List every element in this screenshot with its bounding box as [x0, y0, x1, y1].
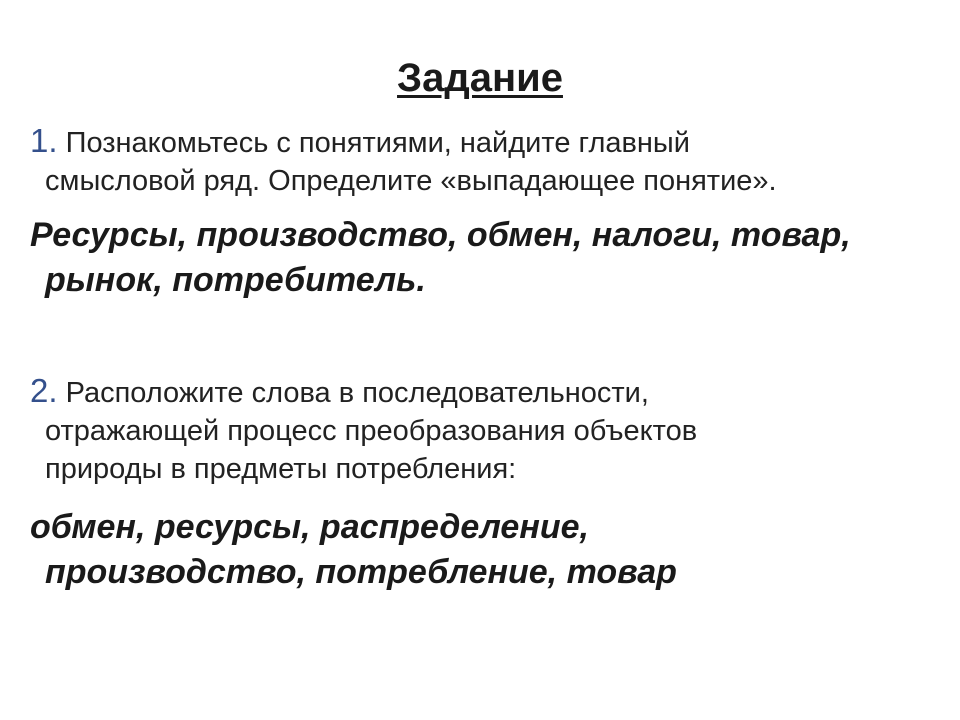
slide-title: Задание [397, 56, 563, 100]
task-2 [30, 372, 930, 488]
task-1-number: 1. [30, 122, 58, 159]
task-1-text-line-2: смысловой ряд. Определите «выпадающее понятие». [45, 165, 777, 197]
task-1-word-list-line-1: Ресурсы, производство, обмен, налоги, товар, [30, 216, 851, 254]
task-2-word-list [30, 505, 930, 595]
task-2-text-line-2: отражающей процесс преобразования объектов [45, 415, 698, 447]
task-2-text-line-3: природы в предметы потребления: [45, 453, 517, 485]
task-1-text-line-1: Познакомьтесь с понятиями, найдите главный [65, 127, 690, 159]
task-1 [30, 122, 930, 200]
task-2-line-1 [30, 372, 930, 412]
task-1-word-list-line-2: рынок, потребитель. [45, 261, 426, 299]
task-1-word-list [30, 213, 930, 303]
task-2-number: 2. [30, 372, 58, 409]
task-2-text-line-1: Расположите слова в последовательности, [65, 377, 649, 409]
task-1-line-1 [30, 122, 930, 162]
task-2-word-list-line-2: производство, потребление, товар [45, 553, 677, 591]
task-2-word-list-line-1: обмен, ресурсы, распределение, [30, 508, 589, 546]
